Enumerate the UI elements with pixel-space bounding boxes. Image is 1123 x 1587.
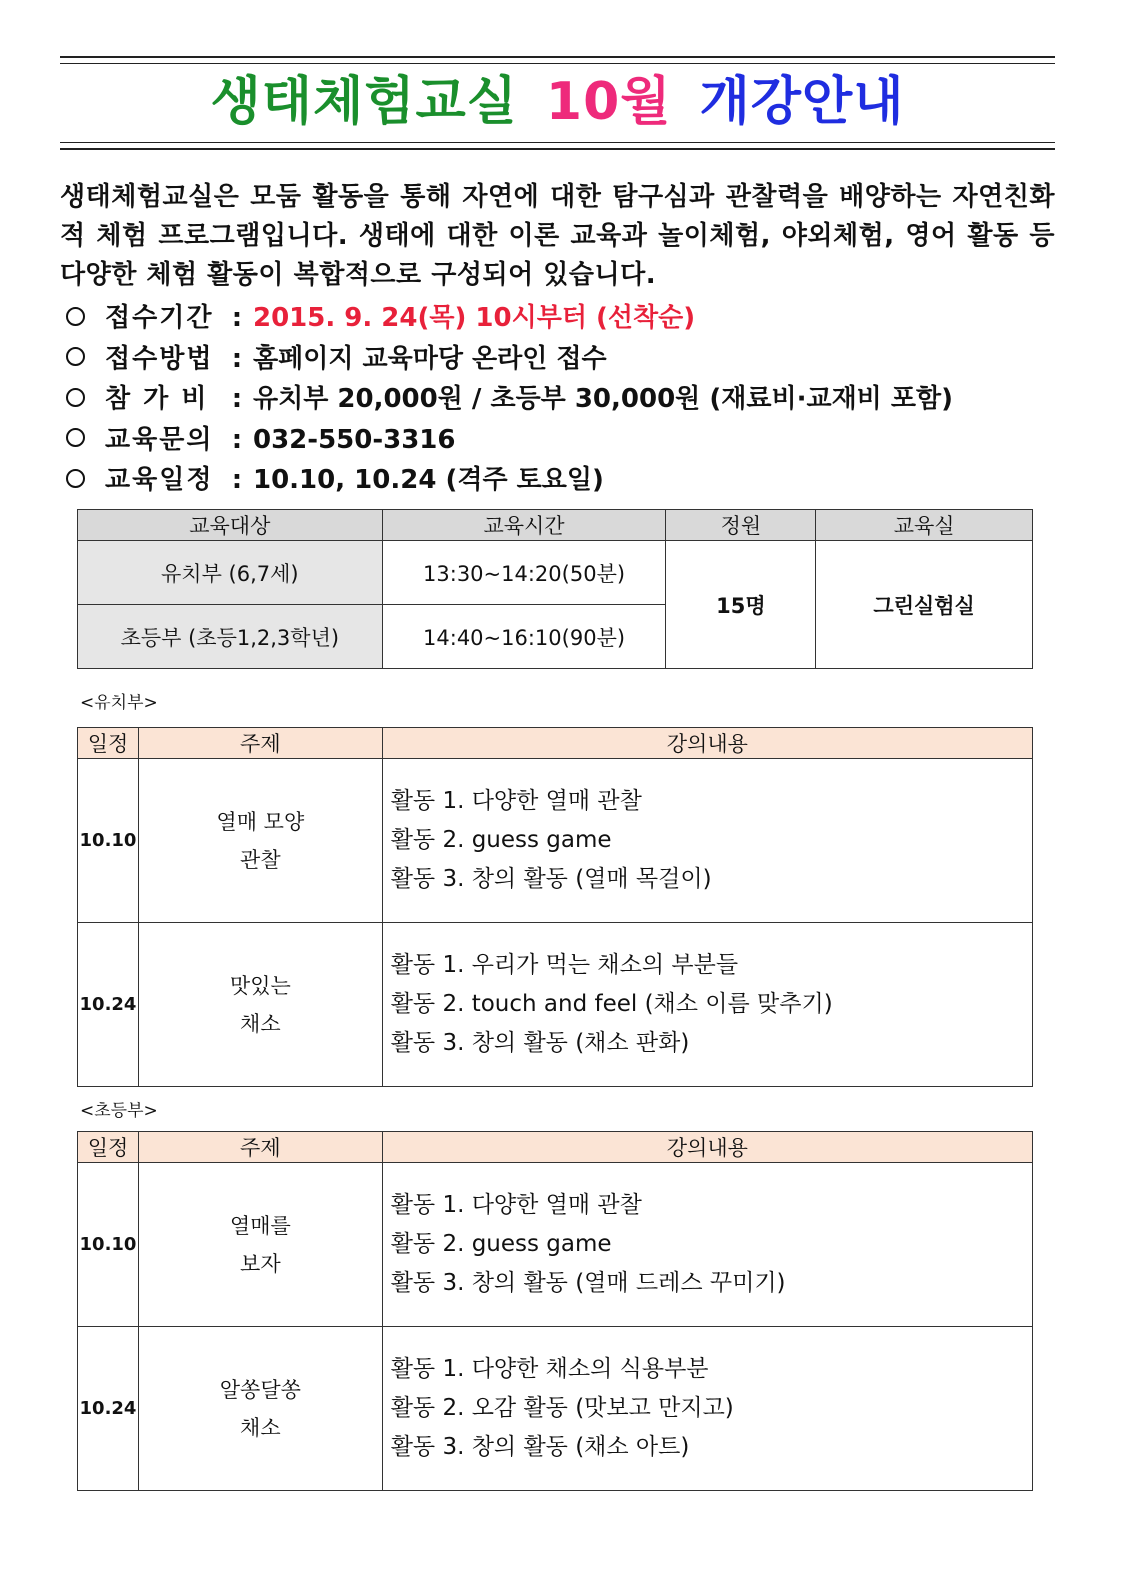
circle-bullet-icon (66, 469, 85, 488)
bottom-double-rule (60, 142, 1055, 150)
schedule-header: 주제 (138, 1132, 382, 1163)
info-label: 접수방법 (105, 343, 214, 374)
table-row (78, 923, 1033, 1087)
topic-cell: 맛있는 채소 (138, 923, 382, 1087)
info-item: 접수기간 : 2015. 9. 24(목) 10시부터 (선착순) (62, 298, 1052, 339)
topic-cell: 열매를 보자 (138, 1163, 382, 1327)
time-cell: 13:30~14:20(50분) (382, 541, 666, 605)
page-title (60, 62, 1055, 142)
info-value: 유치부 20,000원 / 초등부 30,000원 (재료비·교재비 포함) (253, 384, 953, 414)
schedule-header: 주제 (138, 728, 382, 759)
schedule-header: 강의내용 (382, 1132, 1032, 1163)
title-part-2: 10월 (545, 72, 672, 132)
info-value: 홈페이지 교육마당 온라인 접수 (253, 343, 607, 374)
table-row (78, 1327, 1033, 1491)
overview-header: 교육시간 (382, 510, 666, 541)
schedule-header: 일정 (78, 728, 139, 759)
table-row (78, 759, 1033, 923)
circle-bullet-icon (66, 307, 85, 326)
info-value: 032-550-3316 (253, 424, 456, 455)
content-cell: 활동 1. 우리가 먹는 채소의 부분들 활동 2. touch and feel (채소 이름 맞추기) 활동 3. 창의 활동 (채소 판화) (382, 923, 1032, 1087)
schedule-header: 강의내용 (382, 728, 1032, 759)
intro-paragraph: 생태체험교실은 모둠 활동을 통해 자연에 대한 탐구심과 관찰력을 배양하는 자연친화적 체험 프로그램입니다. 생태에 대한 이론 교육과 놀이체험, 야외체험, 영어 활동 등 다양한 체험 활동이 복합적으로 구성되어 있습니다. (60, 182, 1055, 290)
info-value: 2015. 9. 24(목) 10시부터 (선착순) (253, 303, 696, 333)
info-item: 참 가 비 : 유치부 20,000원 / 초등부 30,000원 (재료비·교재비 포함) (62, 379, 1052, 420)
overview-header: 교육실 (816, 510, 1033, 541)
info-item: 교육일정 : 10.10, 10.24 (격주 토요일) (62, 460, 1052, 501)
room-cell: 그린실험실 (816, 541, 1033, 669)
kinder-schedule-table (77, 727, 1033, 1087)
elem-caption: <초등부> (80, 1101, 158, 1121)
overview-header: 교육대상 (78, 510, 383, 541)
topic-cell: 알쏭달쏭 채소 (138, 1327, 382, 1491)
content-cell: 활동 1. 다양한 열매 관찰 활동 2. guess game 활동 3. 창의 활동 (열매 목걸이) (382, 759, 1032, 923)
time-cell: 14:40~16:10(90분) (382, 605, 666, 669)
overview-table (77, 509, 1033, 669)
info-list (62, 298, 1052, 501)
content-cell: 활동 1. 다양한 채소의 식용부분 활동 2. 오감 활동 (맛보고 만지고) 활동 3. 창의 활동 (채소 아트) (382, 1327, 1032, 1491)
table-row (78, 1163, 1033, 1327)
capacity-cell: 15명 (666, 541, 816, 669)
topic-cell: 열매 모양 관찰 (138, 759, 382, 923)
circle-bullet-icon (66, 347, 85, 366)
content-cell: 활동 1. 다양한 열매 관찰 활동 2. guess game 활동 3. 창의 활동 (열매 드레스 꾸미기) (382, 1163, 1032, 1327)
info-label: 교육문의 (105, 424, 214, 455)
date-cell: 10.10 (78, 759, 139, 923)
target-cell: 초등부 (초등1,2,3학년) (78, 605, 383, 669)
title-part-1: 생태체험교실 (210, 72, 518, 132)
info-item: 교육문의 : 032-550-3316 (62, 420, 1052, 461)
info-item: 접수방법 : 홈페이지 교육마당 온라인 접수 (62, 339, 1052, 380)
date-cell: 10.24 (78, 1327, 139, 1491)
circle-bullet-icon (66, 428, 85, 447)
date-cell: 10.10 (78, 1163, 139, 1327)
circle-bullet-icon (66, 388, 85, 407)
info-value: 10.10, 10.24 (격주 토요일) (253, 465, 604, 495)
kinder-caption: <유치부> (80, 693, 158, 713)
info-label: 교육일정 (105, 465, 214, 495)
info-label: 참 가 비 (105, 384, 209, 414)
schedule-header: 일정 (78, 1132, 139, 1163)
target-cell: 유치부 (6,7세) (78, 541, 383, 605)
overview-header: 정원 (666, 510, 816, 541)
info-label: 접수기간 (105, 303, 214, 333)
title-part-3: 개강안내 (699, 72, 905, 132)
date-cell: 10.24 (78, 923, 139, 1087)
elem-schedule-table (77, 1131, 1033, 1491)
